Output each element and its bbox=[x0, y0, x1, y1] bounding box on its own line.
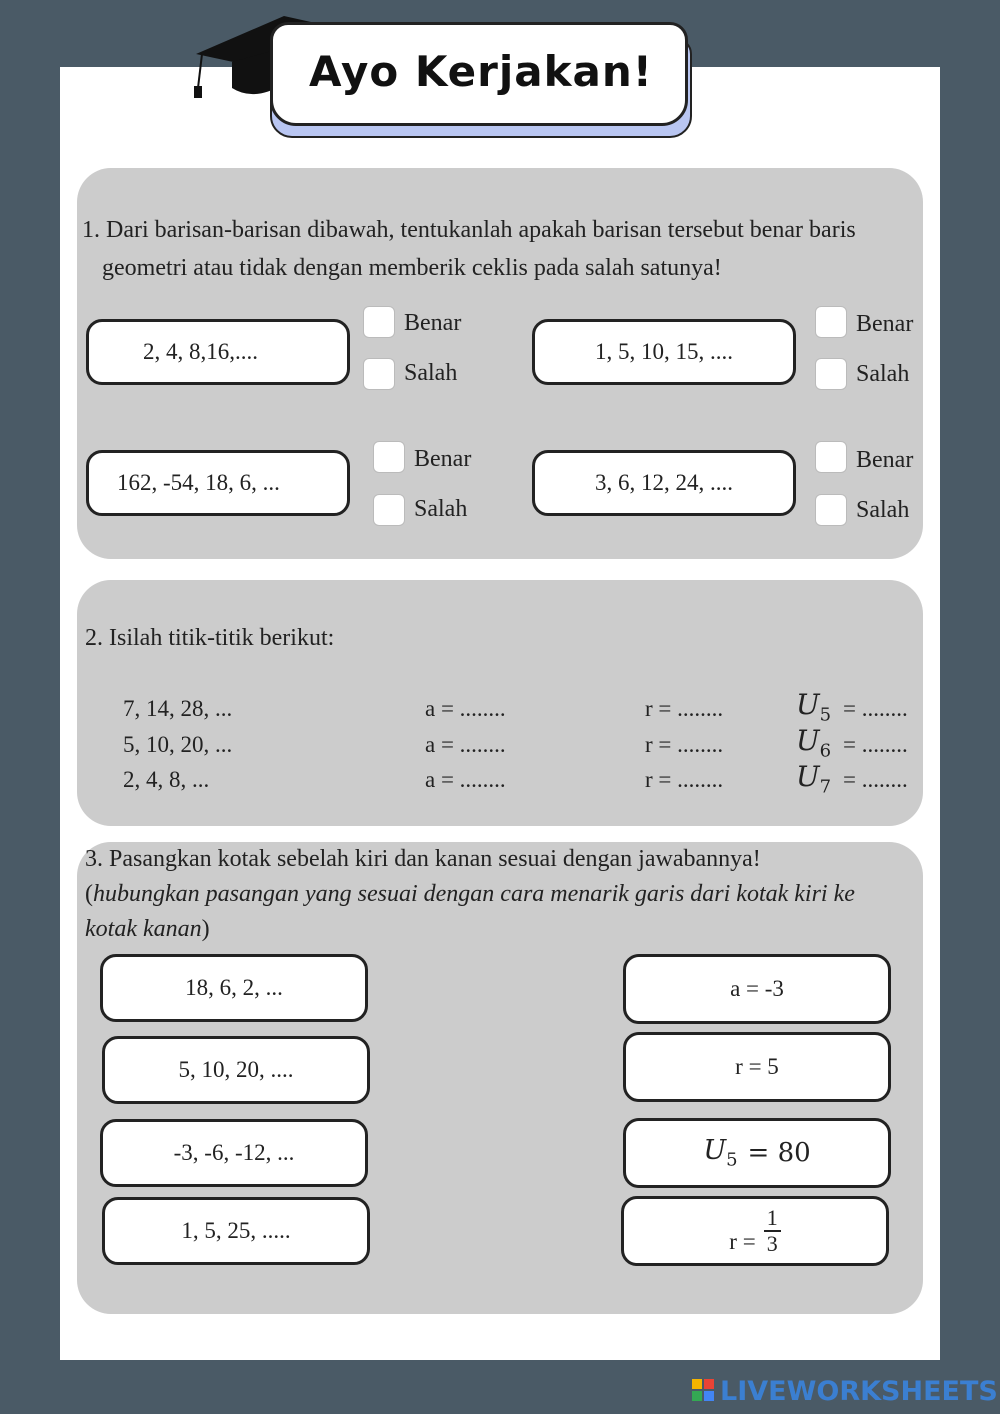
match-right-3-value: = 80 bbox=[747, 1138, 811, 1168]
checkbox-benar-4[interactable] bbox=[815, 441, 847, 473]
seq-box-3: 162, -54, 18, 6, ... bbox=[86, 450, 350, 516]
s2-row1-term-value[interactable]: = ........ bbox=[843, 696, 908, 721]
match-right-4[interactable] bbox=[621, 1196, 889, 1266]
label-benar-1: Benar bbox=[404, 310, 462, 336]
match-left-1[interactable]: 18, 6, 2, ... bbox=[100, 954, 368, 1022]
label-salah-4: Salah bbox=[856, 497, 910, 523]
checkbox-salah-3[interactable] bbox=[373, 494, 405, 526]
match-right-4-prefix: r = bbox=[729, 1229, 756, 1254]
s2-row3-term bbox=[796, 760, 831, 798]
s2-row1-term-symbol: $U_5$ bbox=[796, 688, 832, 726]
s2-row3-term-value[interactable]: = ........ bbox=[843, 767, 908, 792]
s2-row1-a[interactable]: a = ........ bbox=[425, 696, 506, 721]
s2-row1-sequence: 7, 14, 28, ... bbox=[123, 696, 233, 721]
fraction-numerator: 1 bbox=[764, 1206, 781, 1232]
checkbox-salah-1[interactable] bbox=[363, 358, 395, 390]
page-title: Ayo Kerjakan! bbox=[309, 47, 653, 96]
s2-row3-term-symbol: $U_7$ bbox=[796, 760, 832, 798]
match-left-3[interactable]: -3, -6, -12, ... bbox=[100, 1119, 368, 1187]
label-benar-3: Benar bbox=[414, 446, 472, 472]
footer-brand[interactable]: LIVEWORKSHEETS bbox=[720, 1376, 998, 1407]
section-3-note-cont: kotak kanan) bbox=[85, 916, 210, 942]
fraction-denominator: 3 bbox=[766, 1231, 778, 1256]
s2-row1-r[interactable]: r = ........ bbox=[645, 696, 724, 721]
checkbox-salah-4[interactable] bbox=[815, 494, 847, 526]
s2-row2-a[interactable]: a = ........ bbox=[425, 732, 506, 757]
match-right-3[interactable] bbox=[623, 1118, 891, 1188]
section-3-instruction: 3. Pasangkan kotak sebelah kiri dan kanan sesuai dengan jawabannya! bbox=[85, 846, 761, 872]
s2-row3-r[interactable]: r = ........ bbox=[645, 767, 724, 792]
label-benar-2: Benar bbox=[856, 311, 914, 337]
s2-row3-a[interactable]: a = ........ bbox=[425, 767, 506, 792]
seq-box-1: 2, 4, 8,16,.... bbox=[86, 319, 350, 385]
match-right-4-fraction bbox=[764, 1206, 781, 1256]
s2-row2-sequence: 5, 10, 20, ... bbox=[123, 732, 233, 757]
s2-row3-sequence: 2, 4, 8, ... bbox=[123, 767, 210, 792]
checkbox-benar-3[interactable] bbox=[373, 441, 405, 473]
checkbox-benar-1[interactable] bbox=[363, 306, 395, 338]
checkbox-salah-2[interactable] bbox=[815, 358, 847, 390]
s2-row1-term bbox=[796, 688, 831, 726]
label-salah-2: Salah bbox=[856, 361, 910, 387]
s2-row2-r[interactable]: r = ........ bbox=[645, 732, 724, 757]
label-benar-4: Benar bbox=[856, 447, 914, 473]
title-banner bbox=[270, 22, 690, 140]
match-right-3-term: $U_5$ bbox=[703, 1135, 738, 1171]
match-left-4[interactable]: 1, 5, 25, ..... bbox=[102, 1197, 370, 1265]
seq-box-2: 1, 5, 10, 15, .... bbox=[532, 319, 796, 385]
match-left-2[interactable]: 5, 10, 20, .... bbox=[102, 1036, 370, 1104]
section-2-instruction: 2. Isilah titik-titik berikut: bbox=[85, 625, 335, 651]
match-right-1[interactable]: a = -3 bbox=[623, 954, 891, 1024]
banner-face bbox=[270, 22, 688, 126]
s2-row2-term bbox=[796, 724, 831, 762]
section-3-note: (hubungkan pasangan yang sesuai dengan cara menarik garis dari kotak kiri ke bbox=[85, 881, 855, 907]
s2-row2-term-symbol: $U_6$ bbox=[796, 724, 832, 762]
seq-box-4: 3, 6, 12, 24, .... bbox=[532, 450, 796, 516]
s2-row2-term-value[interactable]: = ........ bbox=[843, 732, 908, 757]
section-1-instruction: 1. Dari barisan-barisan dibawah, tentukanlah apakah barisan tersebut benar baris bbox=[82, 217, 856, 243]
section-1-instruction-cont: geometri atau tidak dengan memberik ceklis pada salah satunya! bbox=[102, 255, 722, 281]
liveworksheets-logo-icon bbox=[692, 1379, 714, 1401]
label-salah-3: Salah bbox=[414, 496, 468, 522]
match-right-2[interactable]: r = 5 bbox=[623, 1032, 891, 1102]
label-salah-1: Salah bbox=[404, 360, 458, 386]
checkbox-benar-2[interactable] bbox=[815, 306, 847, 338]
